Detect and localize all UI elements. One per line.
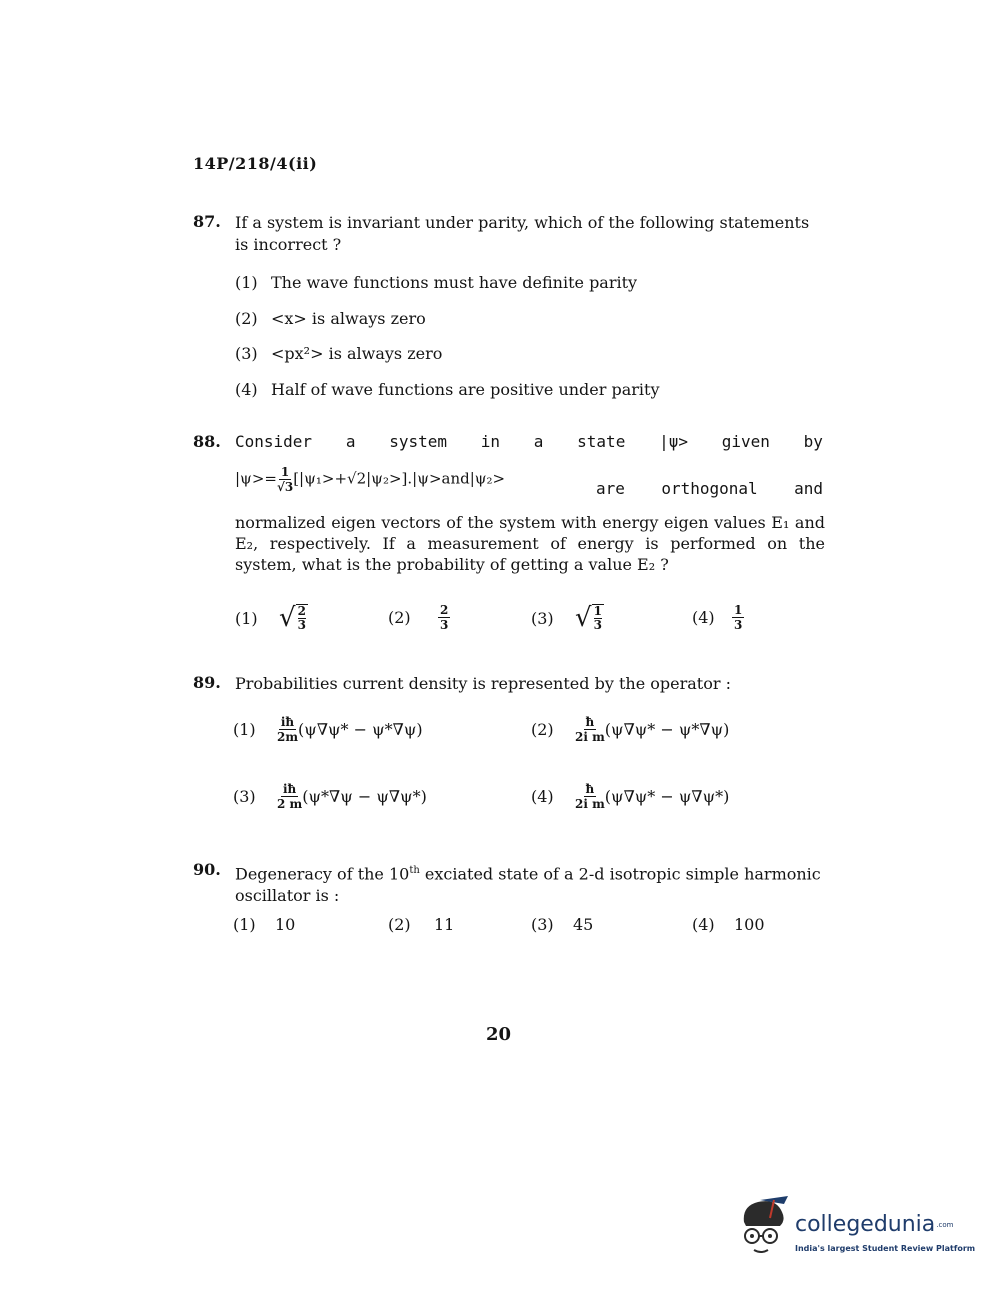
q88-number: 88. [193, 432, 221, 451]
fraction [732, 604, 744, 631]
state-lhs: |ψ>= [235, 469, 277, 488]
q88-word: in [480, 432, 501, 451]
q87-text: If a system is invariant under parity, which of the following statements is incorrect ? [235, 213, 810, 254]
option-text: <x> is always zero [271, 309, 426, 328]
q90-option-2 [388, 915, 454, 934]
option-label: (2) [388, 915, 411, 934]
coefficient [277, 466, 293, 493]
q90-option-3 [531, 915, 593, 934]
sqrt-fraction: √ $\frac{2}{3}$ [279, 603, 306, 633]
numerator: iħ [280, 715, 295, 729]
brand-tagline: India's largest Student Review Platform [795, 1244, 976, 1253]
denominator: 3 [593, 618, 602, 632]
option-text: 10 [275, 915, 296, 934]
option-label: (2) [388, 608, 411, 627]
brand-domain: .com [936, 1221, 954, 1229]
q90-number: 90. [193, 860, 221, 879]
q88-option-2 [388, 604, 450, 631]
operator-expression: (ψ*∇̄ψ − ψ∇̄ψ*) [302, 787, 427, 806]
q88-word: Consider [235, 432, 313, 451]
q89-option-1 [233, 716, 423, 743]
q88-line1 [235, 432, 823, 451]
operator-expression: (ψ∇̄ψ* − ψ∇̄ψ*) [604, 787, 730, 806]
q88-option-1 [235, 604, 308, 632]
option-text: Half of wave functions are positive under parity [271, 380, 660, 399]
q88-word: |ψ> [659, 432, 688, 451]
sqrt-fraction: √ $\frac{1}{3}$ [575, 603, 602, 633]
option-label: (3) [235, 344, 258, 363]
q88-word: and [794, 479, 823, 498]
fraction [277, 783, 302, 810]
numerator: 1 [593, 604, 602, 618]
q87-option-2 [235, 309, 426, 328]
coefficient-denominator: √3 [276, 480, 294, 494]
option-label: (2) [235, 309, 258, 328]
numerator: iħ [282, 782, 297, 796]
option-label: (4) [531, 787, 554, 806]
operator-expression: (ψ∇̄ψ* − ψ*∇̄ψ) [298, 720, 423, 739]
q88-line2-tail [596, 479, 823, 498]
option-label: (1) [233, 915, 256, 934]
q87-option-4 [235, 380, 660, 399]
q88-word: are [596, 479, 625, 498]
fraction [575, 716, 605, 743]
q90-option-4 [692, 915, 765, 934]
q90-text-after: exciated state of a 2-d isotropic simple harmonic oscillator is : [235, 864, 821, 906]
q88-word: state [577, 432, 626, 451]
q87-option-3 [235, 344, 442, 363]
q87-option-1 [235, 273, 637, 292]
q90-text [235, 860, 825, 907]
option-text: 11 [434, 915, 455, 934]
paper-code: 14P/218/4(ii) [193, 154, 318, 173]
option-text: <px²> is always zero [271, 344, 443, 363]
coefficient-numerator: 1 [280, 465, 290, 479]
q88-word: a [345, 432, 356, 451]
option-label: (1) [233, 720, 256, 739]
q88-option-3 [531, 604, 604, 632]
q90-superscript: th [409, 865, 420, 876]
fraction [575, 783, 605, 810]
option-label: (2) [531, 720, 554, 739]
option-label: (1) [235, 608, 258, 628]
q88-state-equation [235, 466, 505, 493]
numerator: ħ [585, 715, 595, 729]
numerator: 2 [297, 604, 306, 618]
q88-option-4 [692, 604, 744, 631]
q87-number: 87. [193, 212, 221, 231]
option-label: (4) [692, 915, 715, 934]
denominator: 2i m [575, 797, 605, 811]
operator-expression: (ψ∇̄ψ* − ψ*∇̄ψ) [604, 720, 730, 739]
option-label: (4) [692, 608, 715, 627]
q89-text: Probabilities current density is represented by the operator : [235, 674, 731, 693]
fraction [277, 716, 298, 743]
q89-number: 89. [193, 673, 221, 692]
option-text: 100 [734, 915, 765, 934]
page-number: 20 [486, 1024, 512, 1045]
denominator: 3 [440, 618, 449, 632]
numerator: ħ [585, 782, 595, 796]
denominator: 3 [297, 618, 306, 632]
q88-word: given [721, 432, 770, 451]
q88-word: orthogonal [661, 479, 758, 498]
q89-option-2 [531, 716, 729, 743]
numerator: 2 [440, 603, 449, 617]
denominator: 2m [277, 730, 299, 744]
q88-word: a [533, 432, 544, 451]
option-label: (4) [235, 380, 258, 399]
option-label: (3) [233, 787, 256, 806]
state-rhs: [|ψ₁>+√2|ψ₂>].|ψ>and|ψ₂> [293, 469, 506, 488]
q90-text-before: Degeneracy of the 10 [235, 864, 410, 884]
q89-option-3 [233, 783, 427, 810]
brand-name: collegedunia.com [795, 1212, 954, 1237]
option-label: (3) [531, 608, 554, 628]
denominator: 2 m [277, 797, 303, 811]
option-label: (1) [235, 273, 258, 292]
numerator: 1 [734, 603, 743, 617]
option-text: 45 [573, 915, 594, 934]
q88-word: system [389, 432, 447, 451]
fraction [438, 604, 450, 631]
denominator: 3 [734, 618, 743, 632]
collegedunia-mascot-icon [736, 1196, 794, 1258]
q90-option-1 [233, 915, 295, 934]
q88-text: normalized eigen vectors of the system with energy eigen values E₁ and E₂, respectively. If a measurement of energy is performed on the system, what is the probability of getting a value E₂ ? [235, 513, 825, 574]
q89-option-4 [531, 783, 729, 810]
denominator: 2i m [575, 730, 605, 744]
option-label: (3) [531, 915, 554, 934]
option-text: The wave functions must have definite parity [271, 273, 638, 292]
q88-word: by [803, 432, 823, 451]
